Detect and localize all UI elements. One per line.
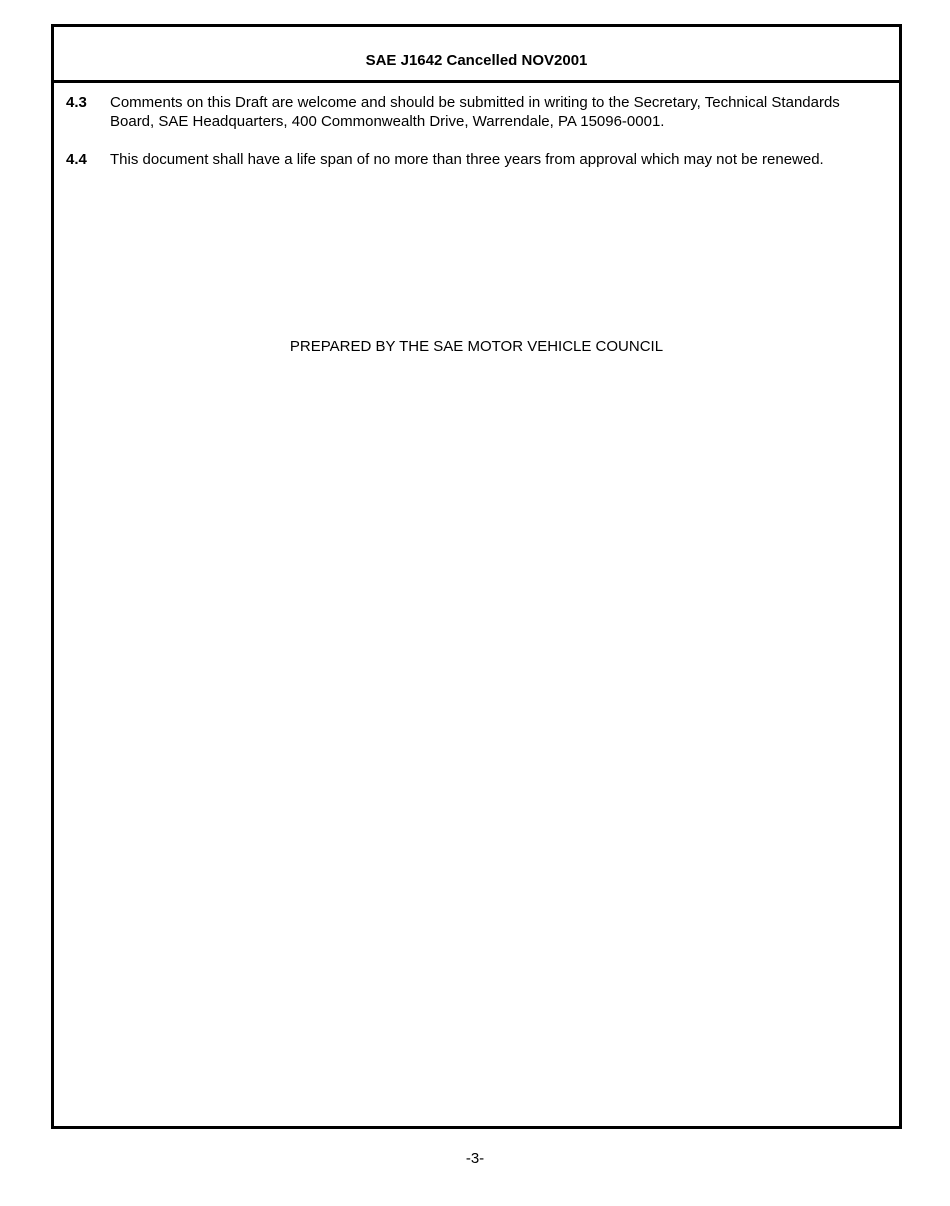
page-number: -3- [465,1150,485,1167]
section-text: Comments on this Draft are welcome and should be submitted in writing to the Secretary, Technical Standards Board, SAE Headquarters, 400 Commonwealth Drive, Warrendale, PA 15096-0001. [110,94,840,130]
prepared-by-statement: PREPARED BY THE SAE MOTOR VEHICLE COUNCIL [289,338,664,355]
document-header [54,27,899,83]
section-number: 4.4 [66,151,87,168]
section-4-3 [66,93,887,131]
section-number: 4.3 [66,94,87,111]
document-title: SAE J1642 Cancelled NOV2001 [365,52,588,69]
section-text: This document shall have a life span of no more than three years from approval which may not be renewed. [110,151,824,168]
page-frame [51,24,902,1129]
section-4-4 [66,150,887,169]
